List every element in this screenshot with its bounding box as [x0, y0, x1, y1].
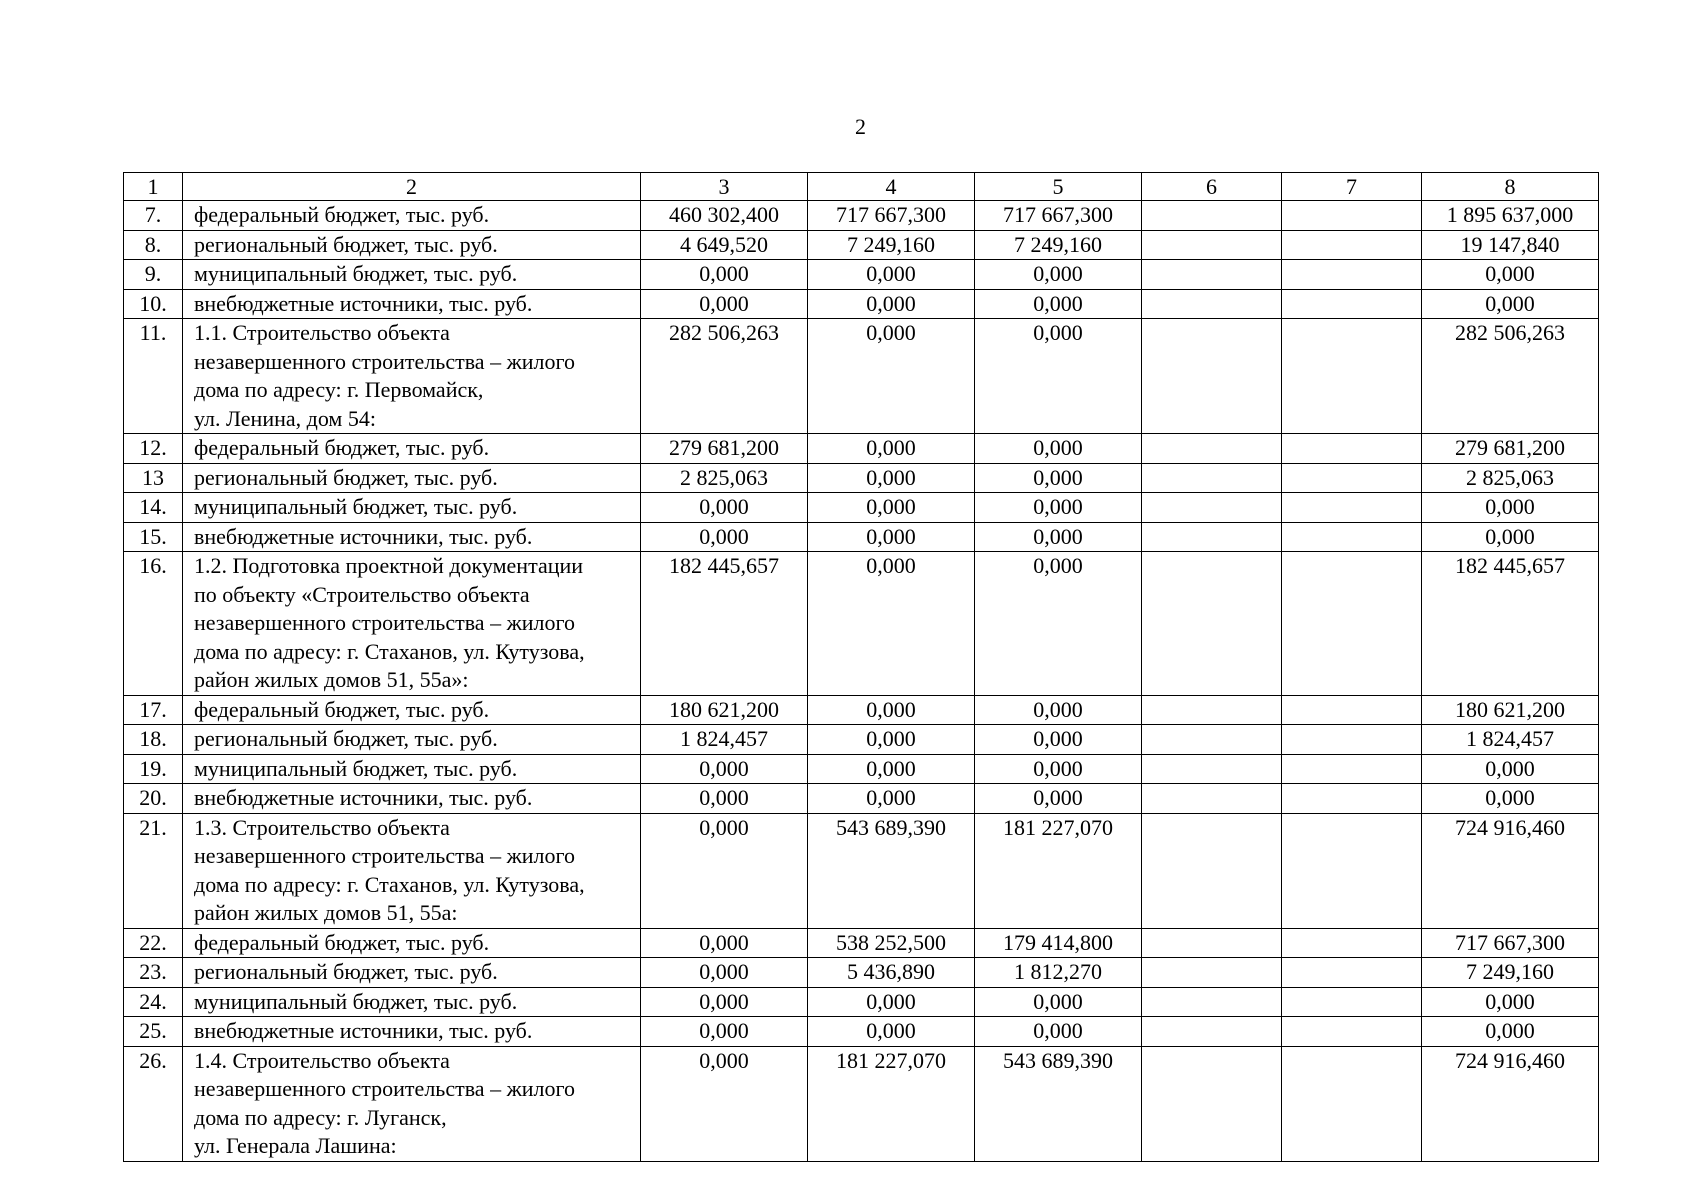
table-row — [124, 230, 1599, 260]
row-description — [183, 928, 641, 958]
row-number: 16. — [124, 552, 183, 696]
table-row — [124, 987, 1599, 1017]
description-line: незавершенного строительства – жилого — [194, 1076, 575, 1101]
description-line: дома по адресу: г. Стаханов, ул. Кутузова, — [194, 871, 585, 897]
table-row — [124, 1046, 1599, 1161]
total-col-8: 724 916,460 — [1422, 813, 1599, 928]
column-header: 7 — [1282, 173, 1422, 201]
description-line: дома по адресу: г. Первомайск, — [194, 377, 484, 402]
value-col-7 — [1282, 522, 1422, 552]
row-number: 20. — [124, 784, 183, 814]
description-line: дома по адресу: г. Стаханов, ул. Кутузова, — [194, 638, 585, 664]
value-col-5: 0,000 — [975, 289, 1142, 319]
value-col-4: 0,000 — [808, 987, 975, 1017]
description-line: федеральный бюджет, тыс. руб. — [194, 929, 490, 955]
row-description — [183, 522, 641, 552]
row-description — [183, 1017, 641, 1047]
value-col-5: 0,000 — [975, 1017, 1142, 1047]
value-col-3: 0,000 — [641, 813, 808, 928]
value-col-6 — [1142, 552, 1282, 696]
value-col-3: 1 824,457 — [641, 725, 808, 755]
value-col-6 — [1142, 928, 1282, 958]
total-col-8: 182 445,657 — [1422, 552, 1599, 696]
description-line: 1.3. Строительство объекта — [194, 814, 450, 840]
row-number: 14. — [124, 493, 183, 523]
value-col-6 — [1142, 784, 1282, 814]
value-col-4: 0,000 — [808, 784, 975, 814]
row-description — [183, 987, 641, 1017]
table-row — [124, 725, 1599, 755]
value-col-7 — [1282, 319, 1422, 434]
value-col-4: 0,000 — [808, 434, 975, 464]
value-col-6 — [1142, 201, 1282, 231]
row-description — [183, 552, 641, 696]
row-description — [183, 813, 641, 928]
row-description — [183, 754, 641, 784]
total-col-8: 279 681,200 — [1422, 434, 1599, 464]
value-col-7 — [1282, 201, 1422, 231]
value-col-4: 0,000 — [808, 522, 975, 552]
value-col-3: 182 445,657 — [641, 552, 808, 696]
row-number: 18. — [124, 725, 183, 755]
value-col-7 — [1282, 813, 1422, 928]
value-col-6 — [1142, 987, 1282, 1017]
description-line: незавершенного строительства – жилого — [194, 843, 575, 868]
value-col-6 — [1142, 1017, 1282, 1047]
value-col-6 — [1142, 695, 1282, 725]
value-col-3: 282 506,263 — [641, 319, 808, 434]
value-col-4: 0,000 — [808, 725, 975, 755]
total-col-8: 724 916,460 — [1422, 1046, 1599, 1161]
value-col-3: 0,000 — [641, 754, 808, 784]
value-col-6 — [1142, 1046, 1282, 1161]
value-col-4: 0,000 — [808, 319, 975, 434]
value-col-5: 0,000 — [975, 434, 1142, 464]
row-description — [183, 201, 641, 231]
value-col-4: 5 436,890 — [808, 958, 975, 988]
column-header: 2 — [183, 173, 641, 201]
value-col-3: 0,000 — [641, 493, 808, 523]
table-row — [124, 754, 1599, 784]
row-number: 15. — [124, 522, 183, 552]
value-col-6 — [1142, 725, 1282, 755]
row-number: 21. — [124, 813, 183, 928]
description-line: федеральный бюджет, тыс. руб. — [194, 202, 490, 227]
row-description — [183, 463, 641, 493]
value-col-6 — [1142, 813, 1282, 928]
total-col-8: 0,000 — [1422, 987, 1599, 1017]
row-description — [183, 725, 641, 755]
row-number: 25. — [124, 1017, 183, 1047]
total-col-8: 717 667,300 — [1422, 928, 1599, 958]
value-col-5: 0,000 — [975, 552, 1142, 696]
value-col-4: 181 227,070 — [808, 1046, 975, 1161]
column-header: 6 — [1142, 173, 1282, 201]
row-description — [183, 260, 641, 290]
row-number: 17. — [124, 695, 183, 725]
description-line: по объекту «Строительство объекта — [194, 581, 530, 607]
description-line: внебюджетные источники, тыс. руб. — [194, 290, 533, 316]
value-col-7 — [1282, 230, 1422, 260]
value-col-4: 7 249,160 — [808, 230, 975, 260]
value-col-3: 0,000 — [641, 958, 808, 988]
value-col-6 — [1142, 522, 1282, 552]
value-col-5: 0,000 — [975, 260, 1142, 290]
value-col-5: 0,000 — [975, 987, 1142, 1017]
row-description — [183, 695, 641, 725]
description-line: дома по адресу: г. Луганск, — [194, 1104, 447, 1130]
value-col-4: 0,000 — [808, 754, 975, 784]
value-col-3: 0,000 — [641, 784, 808, 814]
value-col-7 — [1282, 928, 1422, 958]
description-line: внебюджетные источники, тыс. руб. — [194, 785, 533, 810]
row-description — [183, 230, 641, 260]
table-row — [124, 463, 1599, 493]
row-number: 13 — [124, 463, 183, 493]
value-col-6 — [1142, 434, 1282, 464]
description-line: незавершенного строительства – жилого — [194, 610, 575, 635]
value-col-3: 0,000 — [641, 1046, 808, 1161]
row-description — [183, 434, 641, 464]
total-col-8: 282 506,263 — [1422, 319, 1599, 434]
row-description — [183, 493, 641, 523]
value-col-6 — [1142, 463, 1282, 493]
value-col-6 — [1142, 260, 1282, 290]
value-col-3: 2 825,063 — [641, 463, 808, 493]
value-col-7 — [1282, 260, 1422, 290]
row-number: 7. — [124, 201, 183, 231]
value-col-6 — [1142, 289, 1282, 319]
table-row — [124, 201, 1599, 231]
row-number: 8. — [124, 230, 183, 260]
column-header: 4 — [808, 173, 975, 201]
table-row — [124, 784, 1599, 814]
row-number: 24. — [124, 987, 183, 1017]
total-col-8: 7 249,160 — [1422, 958, 1599, 988]
column-header: 5 — [975, 173, 1142, 201]
total-col-8: 19 147,840 — [1422, 230, 1599, 260]
total-col-8: 0,000 — [1422, 522, 1599, 552]
value-col-4: 0,000 — [808, 493, 975, 523]
column-header: 8 — [1422, 173, 1599, 201]
value-col-7 — [1282, 958, 1422, 988]
row-number: 19. — [124, 754, 183, 784]
table-row — [124, 1017, 1599, 1047]
row-number: 12. — [124, 434, 183, 464]
table-row — [124, 813, 1599, 928]
value-col-5: 179 414,800 — [975, 928, 1142, 958]
description-line: региональный бюджет, тыс. руб. — [194, 231, 498, 257]
total-col-8: 1 895 637,000 — [1422, 201, 1599, 231]
table-row — [124, 319, 1599, 434]
value-col-5: 0,000 — [975, 754, 1142, 784]
value-col-7 — [1282, 289, 1422, 319]
total-col-8: 0,000 — [1422, 784, 1599, 814]
table-row — [124, 260, 1599, 290]
description-line: 1.4. Строительство объекта — [194, 1047, 450, 1073]
description-line: региональный бюджет, тыс. руб. — [194, 464, 498, 490]
row-number: 10. — [124, 289, 183, 319]
value-col-7 — [1282, 552, 1422, 696]
description-line: федеральный бюджет, тыс. руб. — [194, 696, 490, 722]
column-header: 1 — [124, 173, 183, 201]
value-col-4: 0,000 — [808, 1017, 975, 1047]
value-col-3: 0,000 — [641, 1017, 808, 1047]
description-line: муниципальный бюджет, тыс. руб. — [194, 261, 518, 286]
description-line: федеральный бюджет, тыс. руб. — [194, 435, 490, 460]
value-col-7 — [1282, 987, 1422, 1017]
value-col-3: 180 621,200 — [641, 695, 808, 725]
description-line: район жилых домов 51, 55а»: — [194, 667, 469, 692]
value-col-3: 0,000 — [641, 260, 808, 290]
value-col-5: 0,000 — [975, 784, 1142, 814]
value-col-7 — [1282, 463, 1422, 493]
value-col-4: 0,000 — [808, 552, 975, 696]
value-col-3: 0,000 — [641, 987, 808, 1017]
value-col-7 — [1282, 725, 1422, 755]
total-col-8: 0,000 — [1422, 289, 1599, 319]
description-line: 1.1. Строительство объекта — [194, 320, 450, 345]
description-line: район жилых домов 51, 55а: — [194, 900, 458, 925]
value-col-6 — [1142, 319, 1282, 434]
row-number: 26. — [124, 1046, 183, 1161]
table-row — [124, 493, 1599, 523]
row-description — [183, 1046, 641, 1161]
total-col-8: 0,000 — [1422, 260, 1599, 290]
description-line: региональный бюджет, тыс. руб. — [194, 726, 498, 751]
column-header: 3 — [641, 173, 808, 201]
value-col-4: 543 689,390 — [808, 813, 975, 928]
description-line: региональный бюджет, тыс. руб. — [194, 959, 498, 984]
page-number: 2 — [855, 114, 866, 139]
value-col-6 — [1142, 754, 1282, 784]
value-col-7 — [1282, 1046, 1422, 1161]
table-body — [124, 173, 1599, 1162]
row-number: 11. — [124, 319, 183, 434]
row-description — [183, 289, 641, 319]
value-col-5: 1 812,270 — [975, 958, 1142, 988]
table-row — [124, 289, 1599, 319]
table-row — [124, 958, 1599, 988]
table-row — [124, 695, 1599, 725]
row-description — [183, 958, 641, 988]
description-line: внебюджетные источники, тыс. руб. — [194, 1018, 533, 1043]
value-col-6 — [1142, 230, 1282, 260]
value-col-4: 538 252,500 — [808, 928, 975, 958]
value-col-3: 0,000 — [641, 522, 808, 552]
table-row — [124, 928, 1599, 958]
value-col-4: 0,000 — [808, 695, 975, 725]
description-line: ул. Генерала Лашина: — [194, 1133, 397, 1158]
description-line: 1.2. Подготовка проектной документации — [194, 553, 584, 578]
value-col-5: 0,000 — [975, 319, 1142, 434]
value-col-5: 0,000 — [975, 493, 1142, 523]
value-col-3: 0,000 — [641, 289, 808, 319]
value-col-3: 4 649,520 — [641, 230, 808, 260]
description-line: ул. Ленина, дом 54: — [194, 405, 376, 431]
value-col-6 — [1142, 958, 1282, 988]
description-line: внебюджетные источники, тыс. руб. — [194, 523, 533, 549]
value-col-5: 7 249,160 — [975, 230, 1142, 260]
total-col-8: 0,000 — [1422, 1017, 1599, 1047]
value-col-5: 181 227,070 — [975, 813, 1142, 928]
value-col-7 — [1282, 784, 1422, 814]
value-col-7 — [1282, 493, 1422, 523]
value-col-7 — [1282, 754, 1422, 784]
row-number: 9. — [124, 260, 183, 290]
total-col-8: 0,000 — [1422, 493, 1599, 523]
value-col-7 — [1282, 1017, 1422, 1047]
row-description — [183, 319, 641, 434]
value-col-5: 0,000 — [975, 463, 1142, 493]
value-col-3: 0,000 — [641, 928, 808, 958]
total-col-8: 180 621,200 — [1422, 695, 1599, 725]
description-line: муниципальный бюджет, тыс. руб. — [194, 988, 518, 1014]
total-col-8: 1 824,457 — [1422, 725, 1599, 755]
value-col-3: 460 302,400 — [641, 201, 808, 231]
value-col-4: 0,000 — [808, 260, 975, 290]
row-description — [183, 784, 641, 814]
value-col-5: 0,000 — [975, 725, 1142, 755]
table-row — [124, 434, 1599, 464]
value-col-4: 717 667,300 — [808, 201, 975, 231]
value-col-5: 543 689,390 — [975, 1046, 1142, 1161]
value-col-4: 0,000 — [808, 289, 975, 319]
header-row — [124, 173, 1599, 201]
value-col-6 — [1142, 493, 1282, 523]
value-col-4: 0,000 — [808, 463, 975, 493]
budget-table — [123, 172, 1599, 1162]
description-line: муниципальный бюджет, тыс. руб. — [194, 755, 518, 781]
value-col-7 — [1282, 434, 1422, 464]
value-col-5: 717 667,300 — [975, 201, 1142, 231]
description-line: незавершенного строительства – жилого — [194, 348, 575, 374]
table-row — [124, 552, 1599, 696]
row-number: 23. — [124, 958, 183, 988]
total-col-8: 0,000 — [1422, 754, 1599, 784]
value-col-5: 0,000 — [975, 695, 1142, 725]
total-col-8: 2 825,063 — [1422, 463, 1599, 493]
value-col-7 — [1282, 695, 1422, 725]
table-row — [124, 522, 1599, 552]
row-number: 22. — [124, 928, 183, 958]
description-line: муниципальный бюджет, тыс. руб. — [194, 494, 518, 519]
value-col-3: 279 681,200 — [641, 434, 808, 464]
value-col-5: 0,000 — [975, 522, 1142, 552]
